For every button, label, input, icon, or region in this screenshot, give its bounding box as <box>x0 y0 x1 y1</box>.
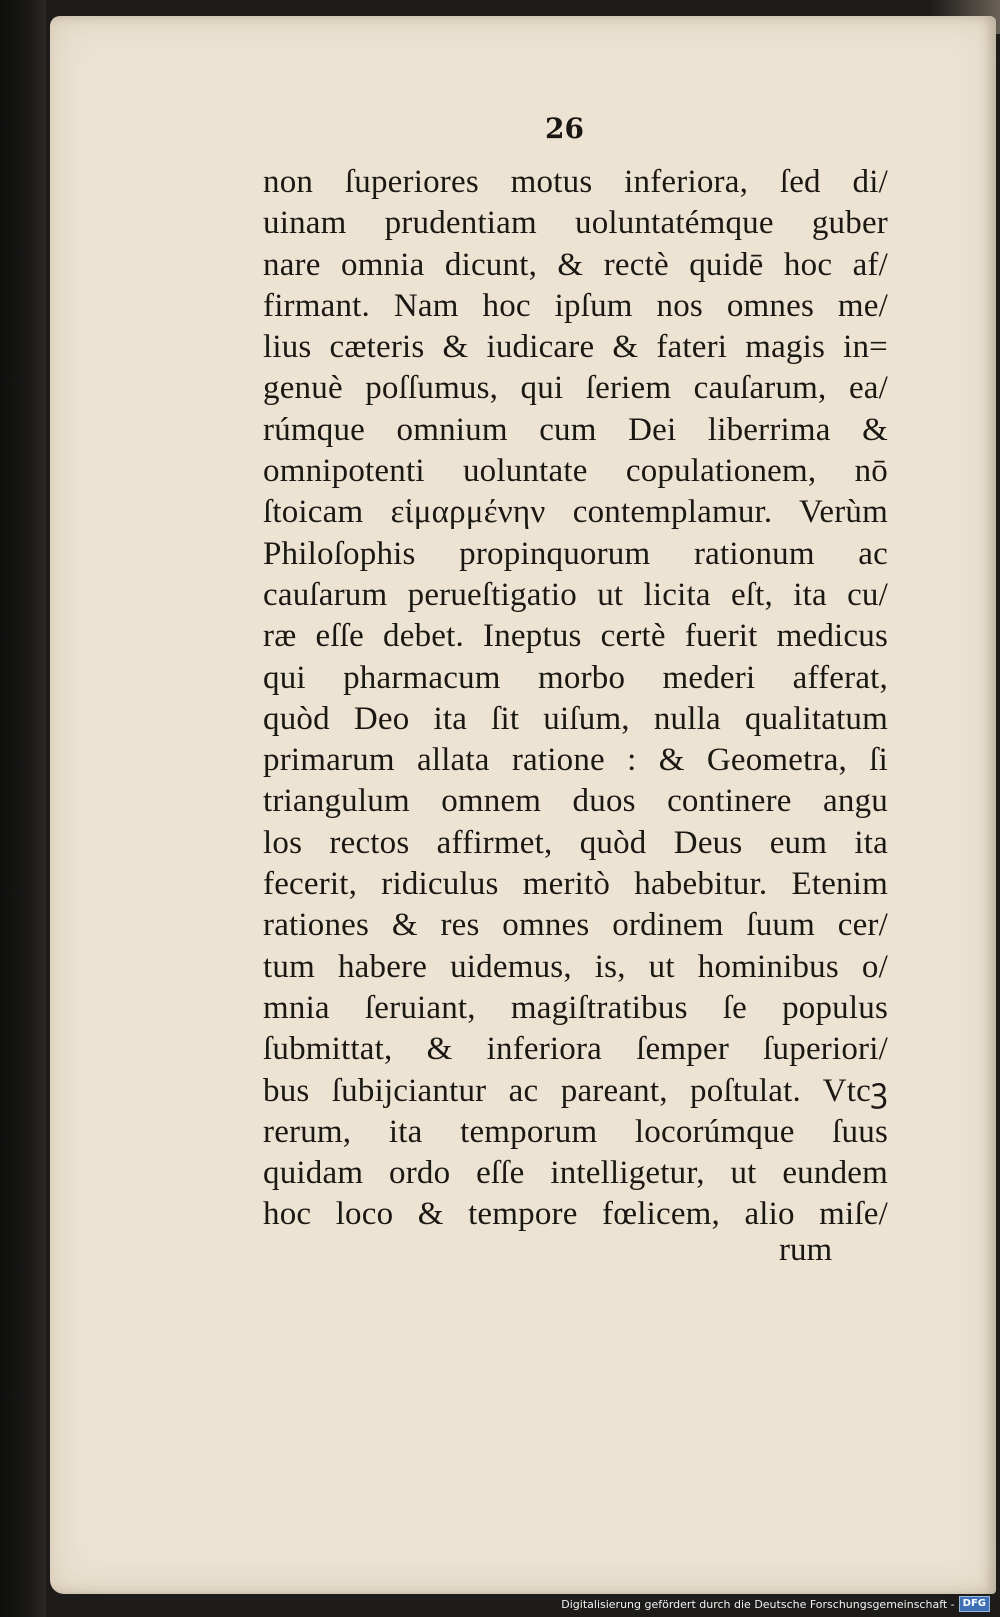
text-line: genuè poſſumus, qui ſeriem cauſarum, ea/ <box>263 370 888 407</box>
catchword: rum <box>779 1232 833 1268</box>
text-line: ſubmittat, & inferiora ſemper ſuperiori/ <box>263 1031 888 1068</box>
text-line: ſtoicam εἱμαρμένην contemplamur. Verùm <box>263 494 888 531</box>
text-line: ræ eſſe debet. Ineptus certè fuerit medicus <box>263 618 888 655</box>
text-line: hoc loco & tempore fœlicem, alio miſe/ <box>263 1196 888 1233</box>
text-line: cauſarum perueſtigatio ut licita eſt, ita cu/ <box>263 576 888 613</box>
text-line: rerum, ita temporum locorúmque ſuus <box>263 1113 888 1150</box>
text-line: qui pharmacum morbo mederi afferat, <box>263 659 888 696</box>
funding-notice: Digitalisierung gefördert durch die Deutsche Forschungsgemeinschaft - <box>561 1597 955 1611</box>
text-line: nare omnia dicunt, & rectè quidē hoc af/ <box>263 246 888 283</box>
text-line: bus ſubijciantur ac pareant, poſtulat. Vtcꝫ <box>263 1072 888 1109</box>
text-line: firmant. Nam hoc ipſum nos omnes me/ <box>263 287 888 324</box>
text-line: uinam prudentiam uoluntatémque guber <box>263 205 888 242</box>
text-line: quidam ordo eſſe intelligetur, ut eundem <box>263 1155 888 1192</box>
text-line: mnia ſeruiant, magiſtratibus ſe populus <box>263 989 888 1026</box>
text-line: fecerit, ridiculus meritò habebitur. Etenim <box>263 866 888 903</box>
text-line: tum habere uidemus, is, ut hominibus o/ <box>263 948 888 985</box>
text-line: primarum allata ratione : & Geometra, ſi <box>263 742 888 779</box>
text-line: quòd Deo ita ſit uiſum, nulla qualitatum <box>263 700 888 737</box>
page-number: 26 <box>545 112 584 145</box>
text-line: rúmque omnium cum Dei liberrima & <box>263 411 888 448</box>
text-line: Philoſophis propinquorum rationum ac <box>263 535 888 572</box>
text-line: omnipotenti uoluntate copulationem, nō <box>263 453 888 490</box>
text-line: non ſuperiores motus inferiora, ſed di/ <box>263 164 888 200</box>
body-text <box>263 162 888 1236</box>
text-line: rationes & res omnes ordinem ſuum cer/ <box>263 907 888 944</box>
dfg-logo: DFG <box>959 1596 990 1612</box>
book-spine-edge <box>0 0 46 1617</box>
digitization-footer <box>561 1595 990 1613</box>
text-line: los rectos affirmet, quòd Deus eum ita <box>263 824 888 861</box>
text-line: lius cæteris & iudicare & fateri magis in= <box>263 329 888 366</box>
text-line: triangulum omnem duos continere angu <box>263 783 888 820</box>
